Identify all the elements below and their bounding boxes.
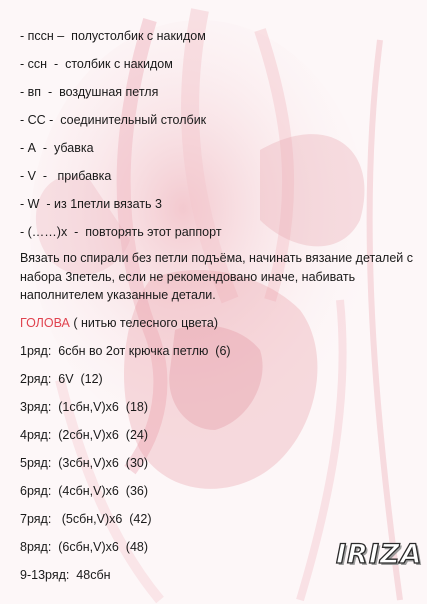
pattern-row: 7ряд: (5сбн,V)х6 (42) <box>20 512 152 526</box>
instructions-paragraph: Вязать по спирали без петли подъёма, начинать вязание деталей с набора 3петель, если не рекомендовано иначе, набивать наполнителем указанные детали. <box>20 251 414 302</box>
abbreviation-decrease: - А - убавка <box>20 141 94 155</box>
section-heading <box>20 316 218 331</box>
pattern-row: 3ряд: (1сбн,V)х6 (18) <box>20 400 149 414</box>
pattern-row: 9-13ряд: 48сбн <box>20 568 111 582</box>
abbreviation-ss: - СС - соединительный столбик <box>20 113 207 127</box>
pattern-row: 5ряд: (3сбн,V)х6 (30) <box>20 456 149 470</box>
pattern-row: 4ряд: (2сбн,V)х6 (24) <box>20 428 149 442</box>
section-title: ГОЛОВА <box>20 316 70 330</box>
pattern-row: 8ряд: (6сбн,V)х6 (48) <box>20 540 149 554</box>
abbreviation-vp: - вп - воздушная петля <box>20 85 159 99</box>
pattern-row: 1ряд: 6сбн во 2от крючка петлю (6) <box>20 344 231 358</box>
abbreviation-ssn: - ссн - столбик с накидом <box>20 57 173 71</box>
watermark-logo: IRIZA <box>336 539 423 570</box>
section-note: ( нитью телесного цвета) <box>69 316 219 330</box>
abbreviation-repeat: - (……)х - повторять этот раппорт <box>20 225 222 239</box>
pattern-row: 2ряд: 6V (12) <box>20 372 103 386</box>
pattern-row: 6ряд: (4сбн,V)х6 (36) <box>20 484 149 498</box>
abbreviation-increase: - V - прибавка <box>20 169 112 183</box>
abbreviation-pssn: - пссн – полустолбик с накидом <box>20 29 206 43</box>
abbreviation-w: - W - из 1петли вязать 3 <box>20 197 162 211</box>
